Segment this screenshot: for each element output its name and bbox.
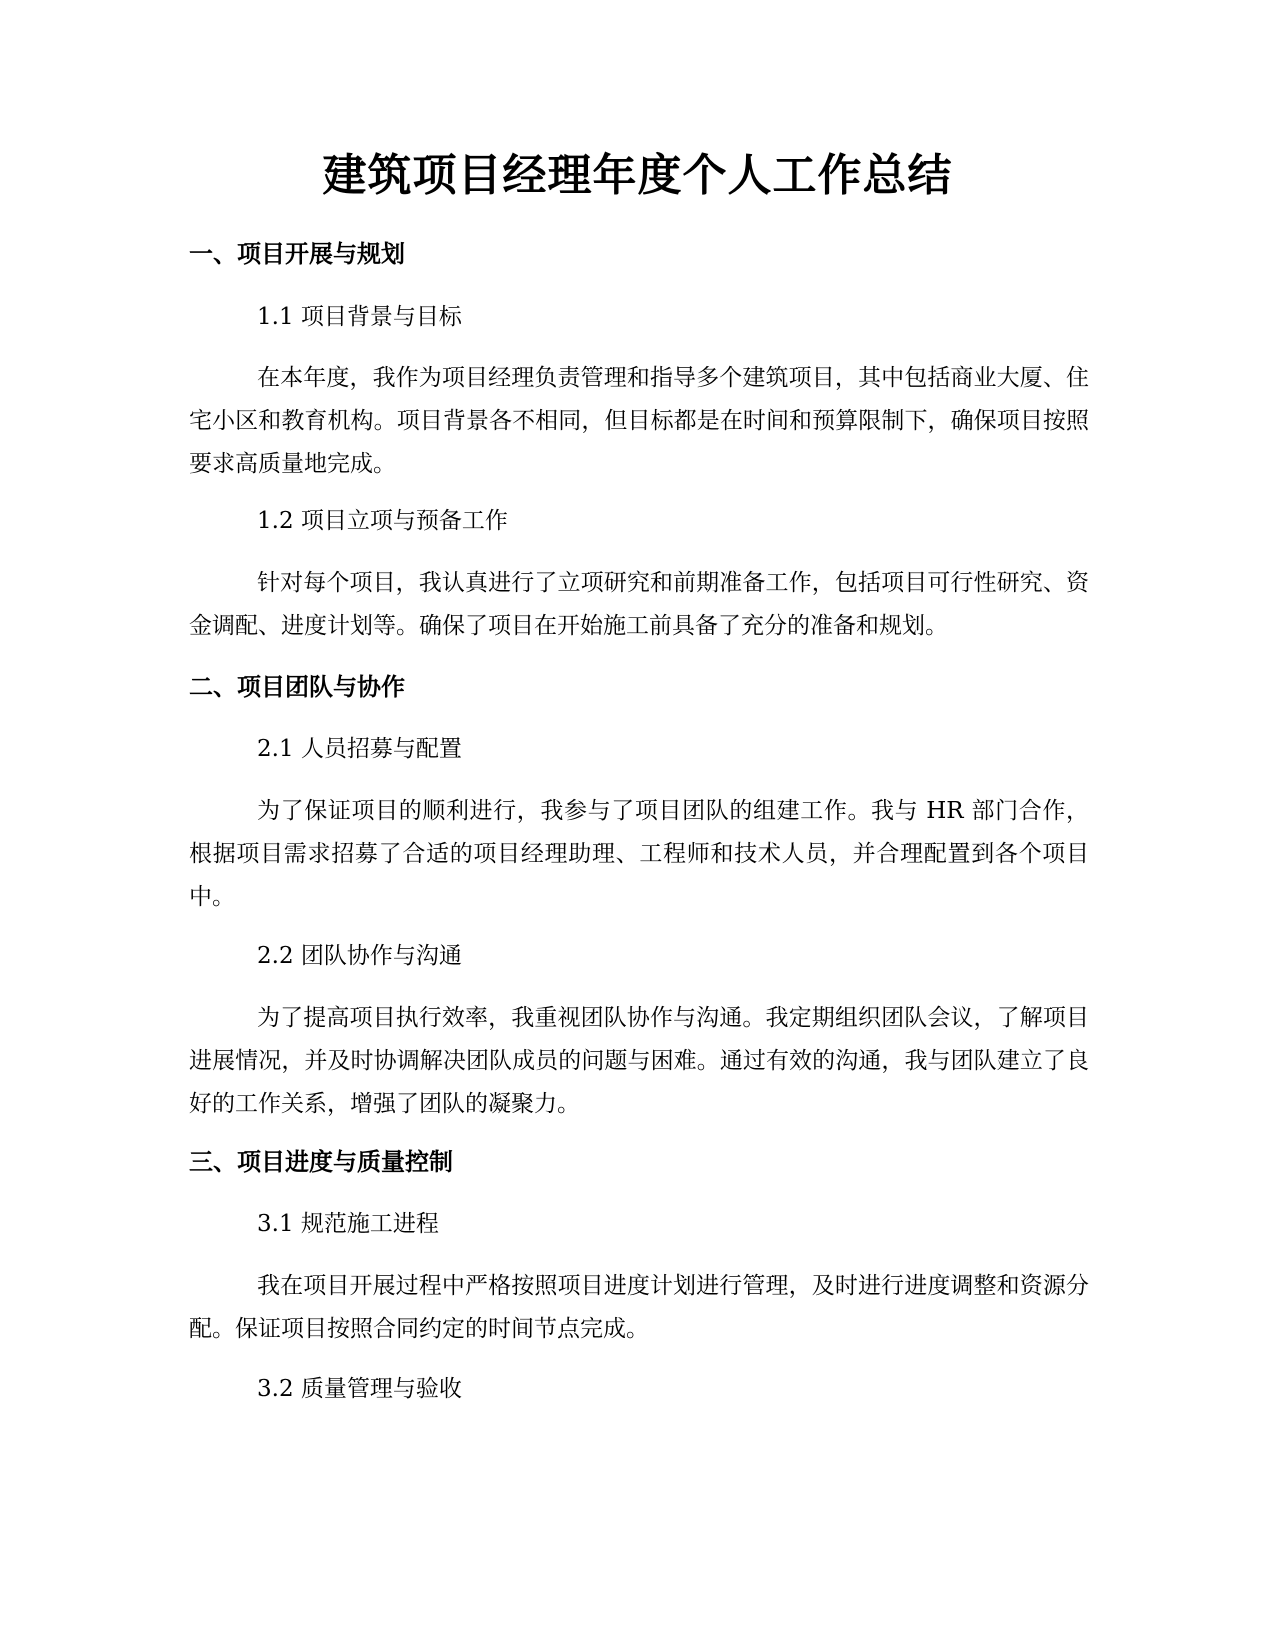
section-heading: 三、项目进度与质量控制	[189, 1148, 453, 1176]
paragraph: 在本年度，我作为项目经理负责管理和指导多个建筑项目，其中包括商业大厦、住宅小区和教育机构。项目背景各不相同，但目标都是在时间和预算限制下，确保项目按照要求高质量地完成。	[189, 365, 1089, 477]
paragraph: 我在项目开展过程中严格按照项目进度计划进行管理，及时进行进度调整和资源分配。保证项目按照合同约定的时间节点完成。	[189, 1273, 1089, 1342]
subsection-heading: 2.2 团队协作与沟通	[257, 943, 462, 969]
paragraph: 为了提高项目执行效率，我重视团队协作与沟通。我定期组织团队会议，了解项目进展情况，并及时协调解决团队成员的问题与困难。通过有效的沟通，我与团队建立了良好的工作关系，增强了团队的凝聚力。	[189, 1005, 1089, 1117]
subsection-heading: 2.1 人员招募与配置	[257, 736, 462, 762]
section-heading: 一、项目开展与规划	[189, 240, 405, 268]
section-heading: 二、项目团队与协作	[189, 673, 405, 701]
paragraph: 为了保证项目的顺利进行，我参与了项目团队的组建工作。我与 HR 部门合作，根据项目需求招募了合适的项目经理助理、工程师和技术人员，并合理配置到各个项目中。	[189, 798, 1089, 910]
subsection-heading: 1.1 项目背景与目标	[257, 304, 462, 330]
subsection-heading: 3.1 规范施工进程	[257, 1211, 439, 1237]
paragraph: 针对每个项目，我认真进行了立项研究和前期准备工作，包括项目可行性研究、资金调配、进度计划等。确保了项目在开始施工前具备了充分的准备和规划。	[189, 570, 1089, 639]
document-title: 建筑项目经理年度个人工作总结	[322, 150, 953, 201]
subsection-heading: 3.2 质量管理与验收	[257, 1376, 462, 1402]
subsection-heading: 1.2 项目立项与预备工作	[257, 508, 508, 534]
